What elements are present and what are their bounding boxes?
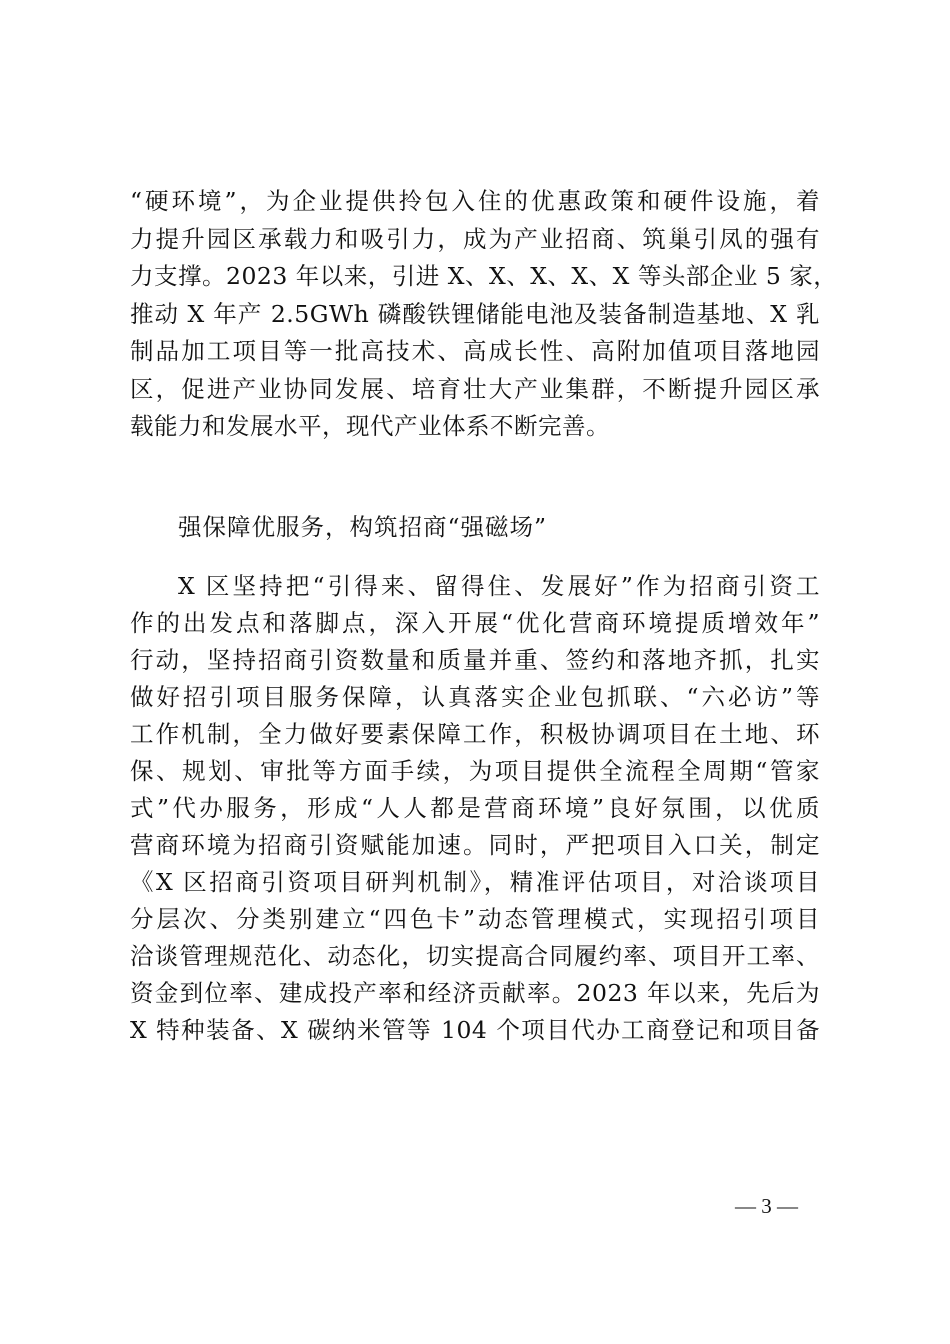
paragraph-2-line: X 特种装备、X 碳纳米管等 104 个项目代办工商登记和项目备 [130, 1016, 820, 1044]
paragraph-2-line: 作的出发点和落脚点，深入开展“优化营商环境提质增效年” [130, 609, 820, 637]
paragraph-1-line: 力支撑。2023 年以来，引进 X、X、X、X、X 等头部企业 5 家， [130, 262, 838, 290]
paragraph-2-line: X 区坚持把“引得来、留得住、发展好”作为招商引资工 [178, 572, 820, 600]
paragraph-2-line: 工作机制，全力做好要素保障工作，积极协调项目在土地、环 [130, 720, 820, 748]
paragraph-1-line: “硬环境”，为企业提供拎包入住的优惠政策和硬件设施，着 [130, 187, 820, 215]
paragraph-1-line: 制品加工项目等一批高技术、高成长性、高附加值项目落地园 [130, 337, 820, 365]
paragraph-1-line: 力提升园区承载力和吸引力，成为产业招商、筑巢引凤的强有 [130, 224, 820, 253]
paragraph-1-line: 载能力和发展水平，现代产业体系不断完善。 [130, 412, 610, 440]
page-number: — 3 — [735, 1194, 798, 1218]
paragraph-2-line: 做好招引项目服务保障，认真落实企业包抓联、“六必访”等 [130, 683, 820, 711]
paragraph-2-line: 洽谈管理规范化、动态化，切实提高合同履约率、项目开工率、 [130, 942, 820, 970]
section-heading: 强保障优服务，构筑招商“强磁场” [178, 513, 548, 541]
paragraph-2-line: 行动，坚持招商引资数量和质量并重、签约和落地齐抓，扎实 [130, 646, 820, 674]
paragraph-2-line: 分层次、分类别建立“四色卡”动态管理模式，实现招引项目 [130, 905, 820, 933]
paragraph-2-line: 资金到位率、建成投产率和经济贡献率。2023 年以来，先后为 [130, 979, 820, 1007]
paragraph-1-line: 推动 X 年产 2.5GWh 磷酸铁锂储能电池及装备制造基地、X 乳 [130, 299, 820, 328]
paragraph-2-line: 《X 区招商引资项目研判机制》，精准评估项目，对洽谈项目 [130, 868, 820, 896]
paragraph-2-line: 营商环境为招商引资赋能加速。同时，严把项目入口关，制定 [130, 831, 820, 859]
paragraph-2-line: 保、规划、审批等方面手续，为项目提供全流程全周期“管家 [130, 757, 820, 785]
paragraph-2-line: 式”代办服务，形成“人人都是营商环境”良好氛围，以优质 [130, 794, 820, 822]
paragraph-1-line: 区，促进产业协同发展、培育壮大产业集群，不断提升园区承 [130, 374, 820, 403]
